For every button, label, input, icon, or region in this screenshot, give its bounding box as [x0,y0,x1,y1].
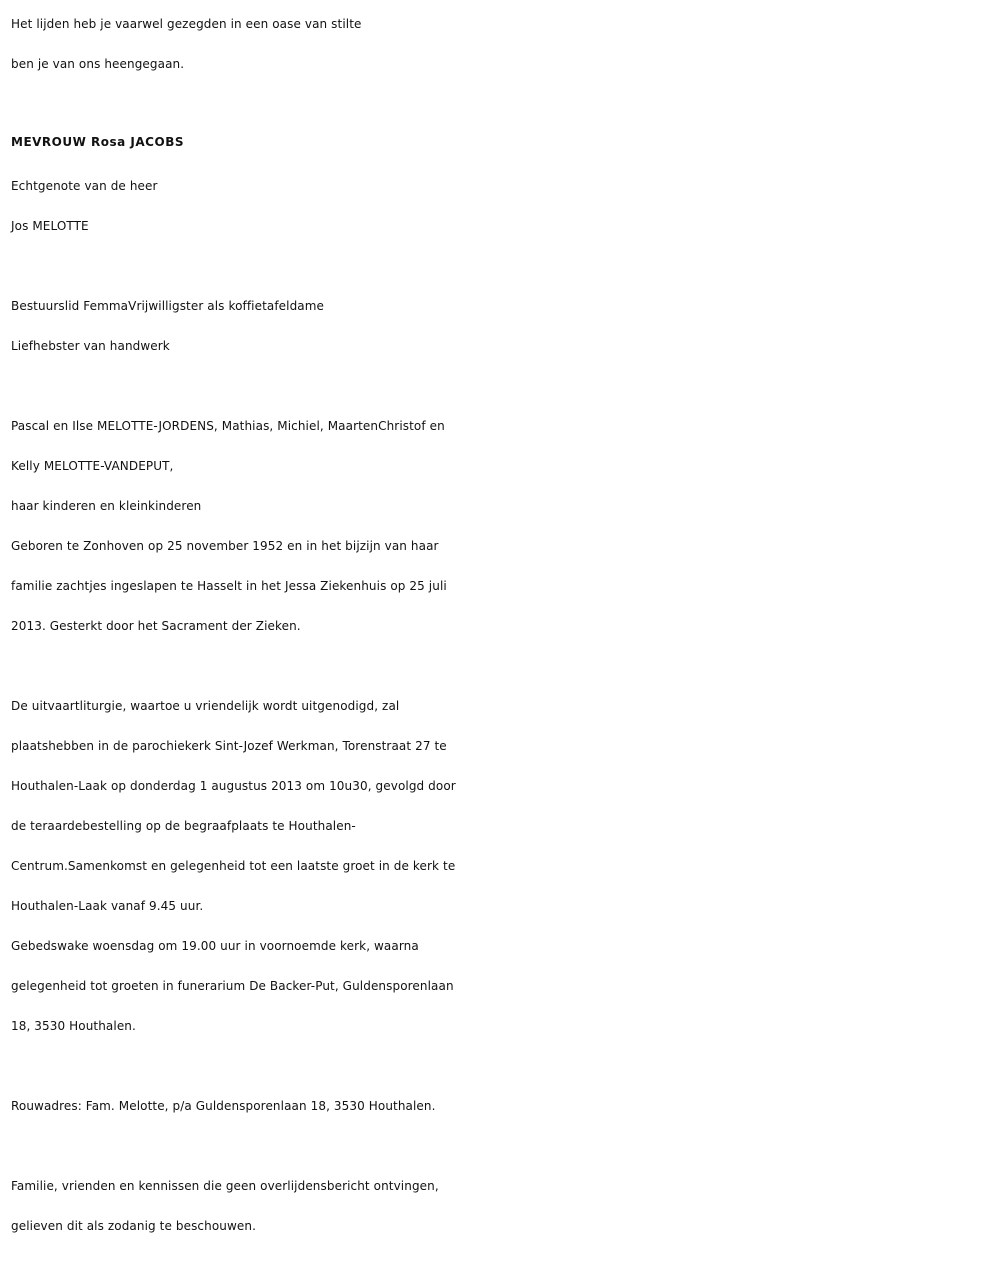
spouse-line-1: Echtgenote van de heer [11,179,158,193]
roles-line-1: Bestuurslid FemmaVrijwilligster als koffietafeldame [11,299,325,313]
funeral-line-3: Houthalen-Laak op donderdag 1 augustus 2013 om 10u30, gevolgd door [11,779,456,793]
family-line-3: haar kinderen en kleinkinderen [11,499,202,513]
family-line-2: Kelly MELOTTE-VANDEPUT, [11,459,174,473]
mourning-address: Rouwadres: Fam. Melotte, p/a Guldensporenlaan 18, 3530 Houthalen. [11,1099,436,1113]
funeral-line-1: De uitvaartliturgie, waartoe u vriendelijk wordt uitgenodigd, zal [11,699,400,713]
birth-line-2: familie zachtjes ingeslapen te Hasselt in het Jessa Ziekenhuis op 25 juli [11,579,447,593]
funeral-line-7: Gebedswake woensdag om 19.00 uur in voornoemde kerk, waarna [11,939,419,953]
roles-line-2: Liefhebster van handwerk [11,339,170,353]
birth-line-1: Geboren te Zonhoven op 25 november 1952 en in het bijzijn van haar [11,539,439,553]
birth-line-3: 2013. Gesterkt door het Sacrament der Zieken. [11,619,301,633]
funeral-line-9: 18, 3530 Houthalen. [11,1019,136,1033]
funeral-line-4: de teraardebestelling op de begraafplaats te Houthalen- [11,819,356,833]
intro-line-1: Het lijden heb je vaarwel gezegden in een oase van stilte [11,17,362,31]
obituary-notice [11,4,991,1246]
family-line-1: Pascal en Ilse MELOTTE-JORDENS, Mathias, Michiel, MaartenChristof en [11,419,445,433]
intro-line-2: ben je van ons heengegaan. [11,57,185,71]
deceased-name: MEVROUW Rosa JACOBS [11,135,184,149]
funeral-line-8: gelegenheid tot groeten in funerarium De Backer-Put, Guldensporenlaan [11,979,454,993]
funeral-line-6: Houthalen-Laak vanaf 9.45 uur. [11,899,204,913]
funeral-line-2: plaatshebben in de parochiekerk Sint-Jozef Werkman, Torenstraat 27 te [11,739,447,753]
closing-line-1: Familie, vrienden en kennissen die geen overlijdensbericht ontvingen, [11,1179,439,1193]
spouse-line-2: Jos MELOTTE [11,219,89,233]
closing-line-2: gelieven dit als zodanig te beschouwen. [11,1219,256,1233]
funeral-line-5: Centrum.Samenkomst en gelegenheid tot een laatste groet in de kerk te [11,859,456,873]
